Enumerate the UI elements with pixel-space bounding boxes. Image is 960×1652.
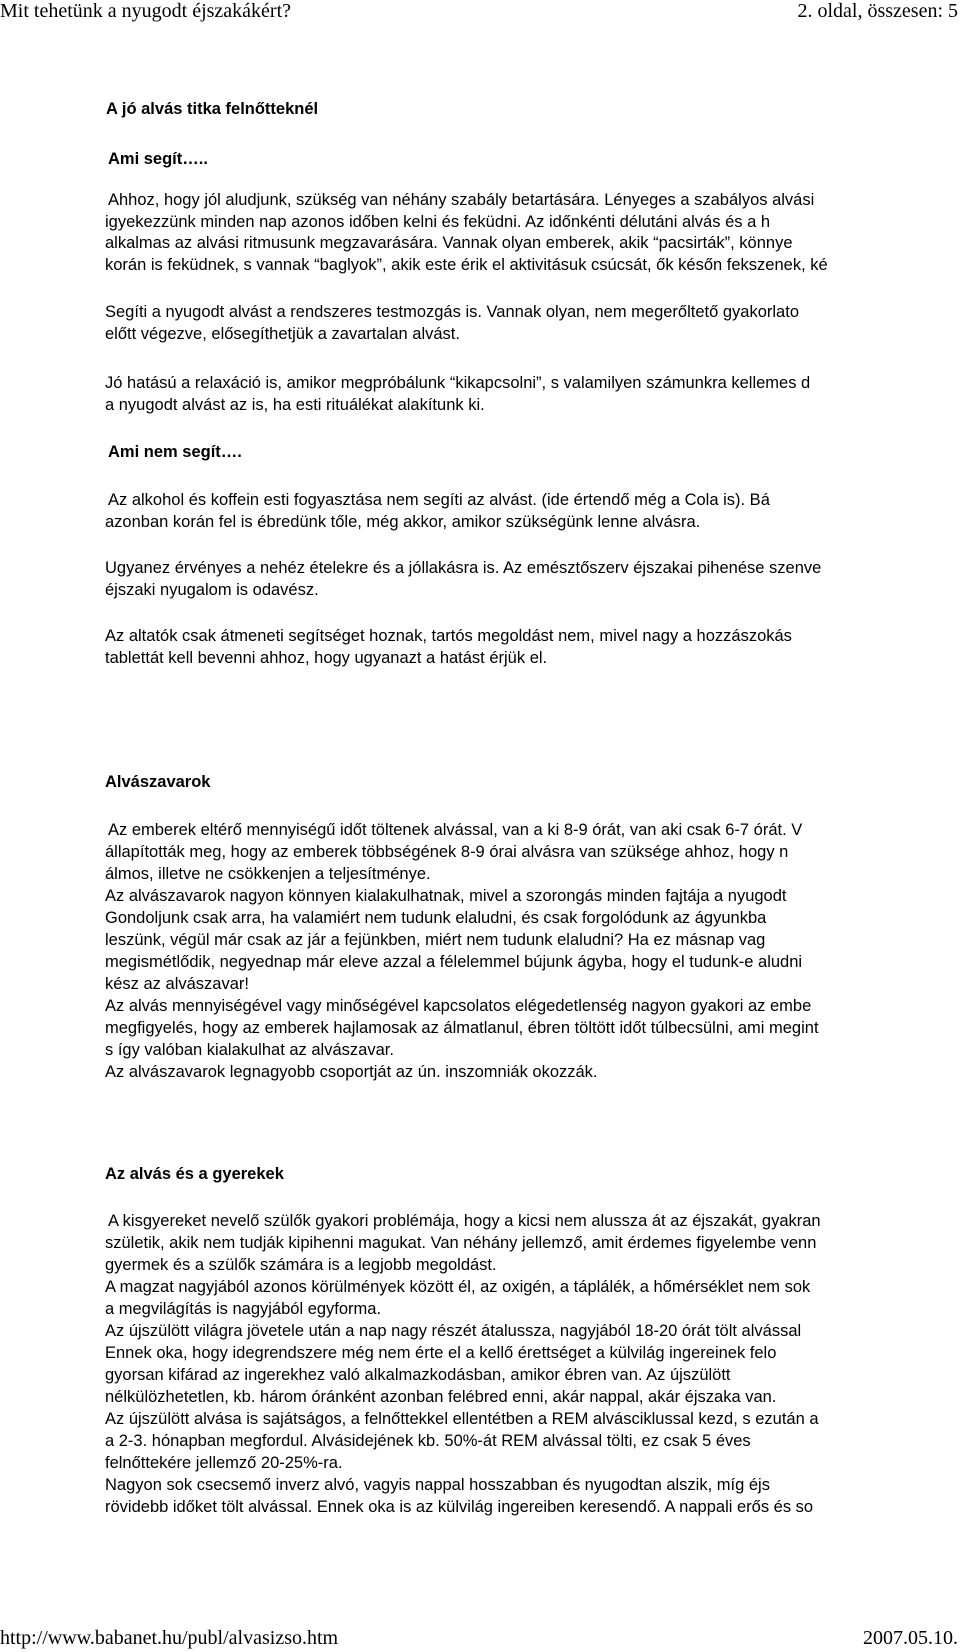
page-number: 2. oldal, összesen: 5	[797, 0, 958, 22]
text-line: éjszaki nyugalom is odavész.	[105, 581, 319, 599]
text-line: álmos, illetve ne csökkenjen a teljesítménye.	[105, 865, 431, 883]
text-line: megfigyelés, hogy az emberek hajlamosak az álmatlanul, ébren töltött időt túlbecsülni, ami megint	[105, 1019, 819, 1037]
page-footer	[0, 1621, 960, 1652]
section-heading: Alvászavarok	[105, 773, 211, 791]
text-line: a 2-3. hónapban megfordul. Alvásidejének kb. 50%-át REM alvással tölti, ez csak 5 éves	[105, 1432, 751, 1450]
text-line: azonban korán fel is ébredünk tőle, még akkor, amikor szükségünk lenne alvásra.	[105, 513, 701, 531]
text-line: a megvilágítás is nagyjából egyforma.	[105, 1300, 382, 1318]
text-line: A kisgyereket nevelő szülők gyakori problémája, hogy a kicsi nem alussza át az éjszakát, gyakran	[108, 1212, 821, 1230]
text-line: felnőttekére jellemző 20-25%-ra.	[105, 1454, 343, 1472]
text-line: Az altatók csak átmeneti segítséget hoznak, tartós megoldást nem, mivel nagy a hozzászokás	[105, 627, 792, 645]
subheading-not-helps: Ami nem segít….	[108, 443, 242, 461]
text-line: Nagyon sok csecsemő inverz alvó, vagyis nappal hosszabban és nyugodtan alszik, míg éjs	[105, 1476, 770, 1494]
text-line: gyermek és a szülők számára is a legjobb megoldást.	[105, 1256, 497, 1274]
text-line: kész az alvászavar!	[105, 975, 249, 993]
text-line: s így valóban kialakulhat az alvászavar.	[105, 1041, 394, 1059]
text-line: állapították meg, hogy az emberek többségének 8-9 órai alvásra van szüksége ahhoz, hogy n	[105, 843, 789, 861]
source-url: http://www.babanet.hu/publ/alvasizso.htm	[0, 1627, 339, 1649]
text-line: Az alvászavarok legnagyobb csoportját az ún. inszomniák okozzák.	[105, 1063, 598, 1081]
text-line: tablettát kell bevenni ahhoz, hogy ugyanazt a hatást érjük el.	[105, 649, 548, 667]
text-line: nélkülözhetetlen, kb. három óránként azonban felébred enni, akár nappal, akár éjszaka van.	[105, 1388, 777, 1406]
text-line: születik, akik nem tudják kipihenni magukat. Van néhány jellemző, amit érdemes figyelembe venn	[105, 1234, 817, 1252]
text-line: Gondoljunk csak arra, ha valamiért nem tudunk elaludni, és csak forgolódunk az ágyunkba	[105, 909, 767, 927]
subheading-helps: Ami segít…..	[108, 150, 208, 168]
text-line: Az újszülött alvása is sajátságos, a felnőttekkel ellentétben a REM alvásciklussal kezd, s ezután a	[105, 1410, 819, 1428]
text-line: Ennek oka, hogy idegrendszere még nem érte el a kellő érettséget a külvilág ingereinek felo	[105, 1344, 777, 1362]
text-line: Segíti a nyugodt alvást a rendszeres testmozgás is. Vannak olyan, nem megerőltető gyakorlato	[105, 303, 799, 321]
text-line: előtt végezve, elősegíthetjük a zavartalan alvást.	[105, 325, 460, 343]
text-line: rövidebb időket tölt alvással. Ennek oka is az külvilág ingereiben keresendő. A nappali erős és so	[105, 1498, 814, 1516]
text-line: A magzat nagyjából azonos körülmények között él, az oxigén, a táplálék, a hőmérséklet nem sok	[105, 1278, 811, 1296]
text-line: leszünk, végül már csak az jár a fejünkben, miért nem tudunk elaludni? Ha ez másnap vag	[105, 931, 766, 949]
text-line: Ugyanez érvényes a nehéz ételekre és a jóllakásra is. Az emésztőszerv éjszakai pihenése szenve	[105, 559, 822, 577]
text-line: igyekezzünk minden nap azonos időben kelni és feküdni. Az időnkénti délutáni alvás és a h	[105, 213, 771, 231]
text-line: Jó hatású a relaxáció is, amikor megpróbálunk “kikapcsolni”, s valamilyen számunkra kellemes d	[105, 374, 811, 392]
text-line: Az alvás mennyiségével vagy minőségével kapcsolatos elégedetlenség nagyon gyakori az embe	[105, 997, 812, 1015]
document-title: Mit tehetünk a nyugodt éjszakákért?	[0, 0, 292, 22]
section-heading: A jó alvás titka felnőtteknél	[106, 100, 319, 118]
text-line: megismétlődik, negyednap már eleve azzal a félelemmel bújunk ágyba, hogy el tudunk-e aludni	[105, 953, 803, 971]
print-date: 2007.05.10.	[863, 1627, 958, 1649]
text-line: Az alkohol és koffein esti fogyasztása nem segíti az alvást. (ide értendő még a Cola is). Bá	[108, 491, 770, 509]
text-line: a nyugodt alvást az is, ha esti rituálékat alakítunk ki.	[105, 396, 485, 414]
text-line: korán is feküdnek, s vannak “baglyok”, akik este érik el aktivitásuk csúcsát, ők későn fekszenek, ké	[105, 256, 828, 274]
text-line: Az újszülött világra jövetele után a nap nagy részét átalussza, nagyjából 18-20 órát tölt alvással	[105, 1322, 802, 1340]
text-line: Az alvászavarok nagyon könnyen kialakulhatnak, mivel a szorongás minden fajtája a nyugodt	[105, 887, 787, 905]
text-line: Ahhoz, hogy jól aludjunk, szükség van néhány szabály betartására. Lényeges a szabályos alvási	[108, 191, 815, 209]
text-line: alkalmas az alvási ritmusunk megzavarására. Vannak olyan emberek, akik “pacsirták”, könnye	[105, 234, 793, 252]
section-heading: Az alvás és a gyerekek	[105, 1165, 284, 1183]
text-line: gyorsan kifárad az ingerekhez való alkalmazkodásban, amikor ébren van. Az újszülött	[105, 1366, 731, 1384]
text-line: Az emberek eltérő mennyiségű időt töltenek alvással, van a ki 8-9 órát, van aki csak 6-7 órát. V	[108, 821, 803, 839]
